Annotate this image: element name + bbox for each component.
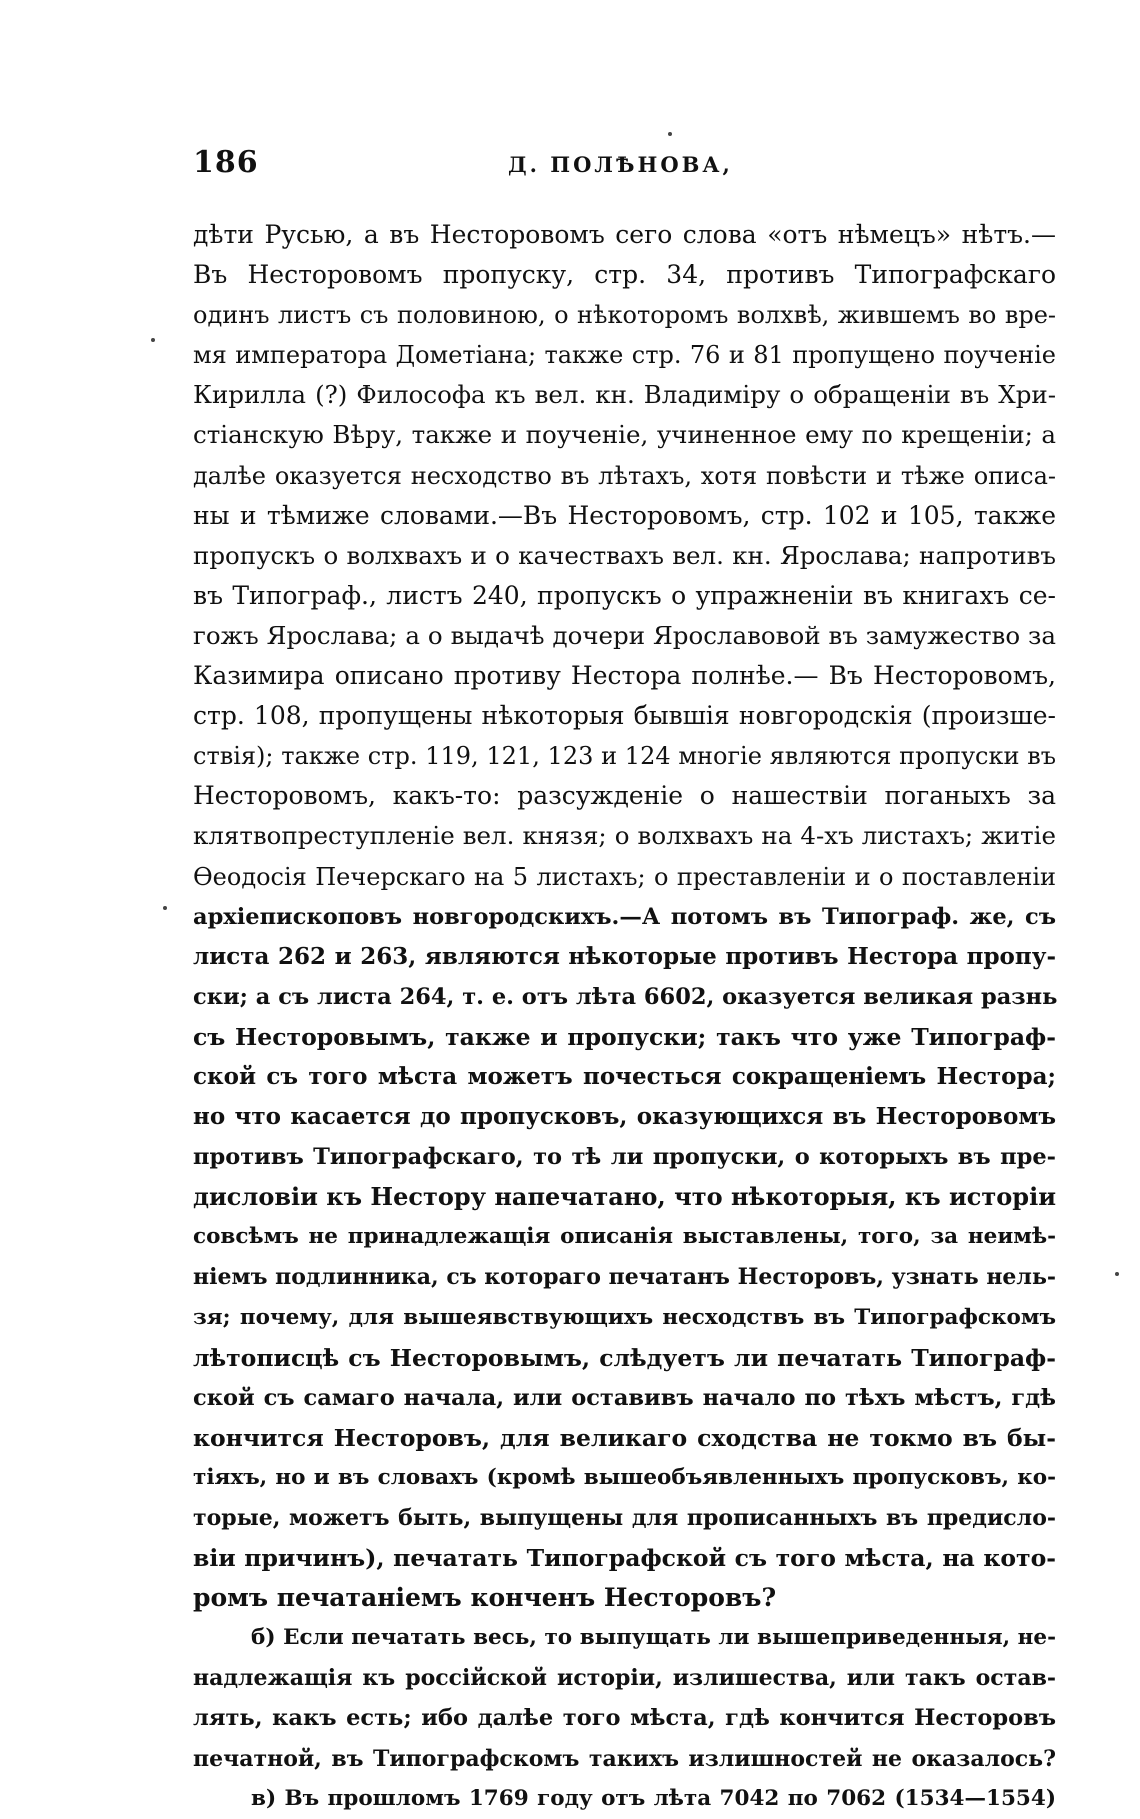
text-line: дисловіи къ Нестору напечатано, что нѣкоторыя, къ исторіи [193,1182,1056,1212]
text-line: ски; а съ листа 264, т. е. отъ лѣта 6602, оказуется великая разнь [193,983,1058,1010]
text-line: лять, какъ есть; ибо далѣе того мѣста, гдѣ кончится Несторовъ [193,1705,1056,1732]
text-line: клятвопреступленіе вел. князя; о волхвахъ на 4-хъ листахъ; житіе [193,821,1056,851]
running-head: Д. ПОЛѢНОВА, [508,152,733,177]
text-line: ской съ самаго начала, или оставивъ начало по тѣхъ мѣстъ, гдѣ [193,1384,1056,1411]
text-line: дѣти Русью, а въ Несторовомъ сего слова «отъ нѣмецъ» нѣтъ.— [193,220,1056,249]
text-line: съ Несторовымъ, также и пропуски; такъ что уже Типограф- [193,1022,1056,1051]
text-line: Несторовомъ, какъ-то: разсужденіе о нашествіи поганыхъ за [193,781,1056,811]
scan-speck [668,132,672,136]
text-line: ніемъ подлинника, съ котораго печатанъ Несторовъ, узнать нель- [193,1264,1056,1291]
text-line: ромъ печатаніемъ конченъ Несторовъ? [193,1583,777,1613]
text-line: надлежащія къ россійской исторіи, излишества, или такъ остав- [193,1665,1056,1692]
text-line: зя; почему, для вышеявствующихъ несходствъ въ Типографскомъ [193,1304,1056,1330]
text-line: б) Если печатать весь, то выпущать ли вышеприведенныя, не- [251,1625,1056,1651]
scan-speck [163,906,167,910]
text-line: противъ Типографскаго, то тѣ ли пропуски, о которыхъ въ пре- [193,1144,1056,1171]
text-line: Кирилла (?) Философа къ вел. кн. Владиміру о обращеніи въ Хри- [193,380,1056,410]
text-line: одинъ листъ съ половиною, о нѣкоторомъ волхвѣ, жившемъ во вре- [193,301,1056,330]
text-line: но что касается до пропусковъ, оказующихся въ Несторовомъ [193,1103,1056,1131]
text-line: пропускъ о волхвахъ и о качествахъ вел. кн. Ярослава; напротивъ [193,540,1056,570]
text-line: Въ Несторовомъ пропуску, стр. 34, противъ Типографскаго [193,260,1056,290]
text-line: далѣе оказуется несходство въ лѣтахъ, хотя повѣсти и тѣже описа- [193,461,1056,490]
text-line: Ѳеодосія Печерскаго на 5 листахъ; о преставленіи и о поставленіи [193,862,1056,891]
text-line: мя императора Дометіана; также стр. 76 и 81 пропущено поученіе [193,341,1056,370]
text-line: листа 262 и 263, являются нѣкоторые противъ Нестора пропу- [193,942,1056,970]
text-line: лѣтописцѣ съ Несторовымъ, слѣдуетъ ли печатать Типограф- [193,1343,1056,1372]
page-number: 186 [193,145,259,180]
text-line: стіанскую Вѣру, также и поученіе, учиненное ему по крещеніи; а [193,420,1056,450]
text-line: торые, можетъ быть, выпущены для прописанныхъ въ предисло- [193,1505,1056,1531]
page-header [193,145,1056,191]
body-text [193,215,1056,1819]
text-line: совсѣмъ не принадлежащія описанія выставлены, того, за неимѣ- [193,1224,1056,1250]
text-line: кончится Несторовъ, для великаго сходства не токмо въ бы- [193,1423,1056,1452]
text-line: стр. 108, пропущены нѣкоторыя бывшія новгородскія (произше- [193,701,1056,731]
text-line: въ Типограф., листъ 240, пропускъ о упражненіи въ книгахъ се- [193,580,1056,610]
text-line: тіяхъ, но и въ словахъ (кромѣ вышеобъявленныхъ пропусковъ, ко- [193,1464,1056,1490]
text-line: печатной, въ Типографскомъ такихъ излишностей не оказалось? [193,1745,1056,1772]
scan-speck [1115,1272,1119,1276]
text-line: ствія); также стр. 119, 121, 123 и 124 многіе являются пропуски въ [193,742,1056,771]
text-line: архіепископовъ новгородскихъ.—А потомъ въ Типограф. же, съ [193,903,1056,930]
text-line: гожъ Ярослава; а о выдачѣ дочери Ярославовой въ замужество за [193,620,1056,650]
text-line: ской съ того мѣста можетъ почесться сокращеніемъ Нестора; [193,1062,1056,1090]
text-line: Казимира описано противу Нестора полнѣе.— Въ Несторовомъ, [193,661,1056,691]
text-line: в) Въ прошломъ 1769 году отъ лѣта 7042 по 7062 (1534—1554) [251,1785,1056,1811]
text-line: віи причинъ), печатать Типографской съ того мѣста, на кото- [193,1544,1056,1573]
text-line: ны и тѣмиже словами.—Въ Несторовомъ, стр. 102 и 105, также [193,500,1056,530]
scan-speck [151,338,155,342]
